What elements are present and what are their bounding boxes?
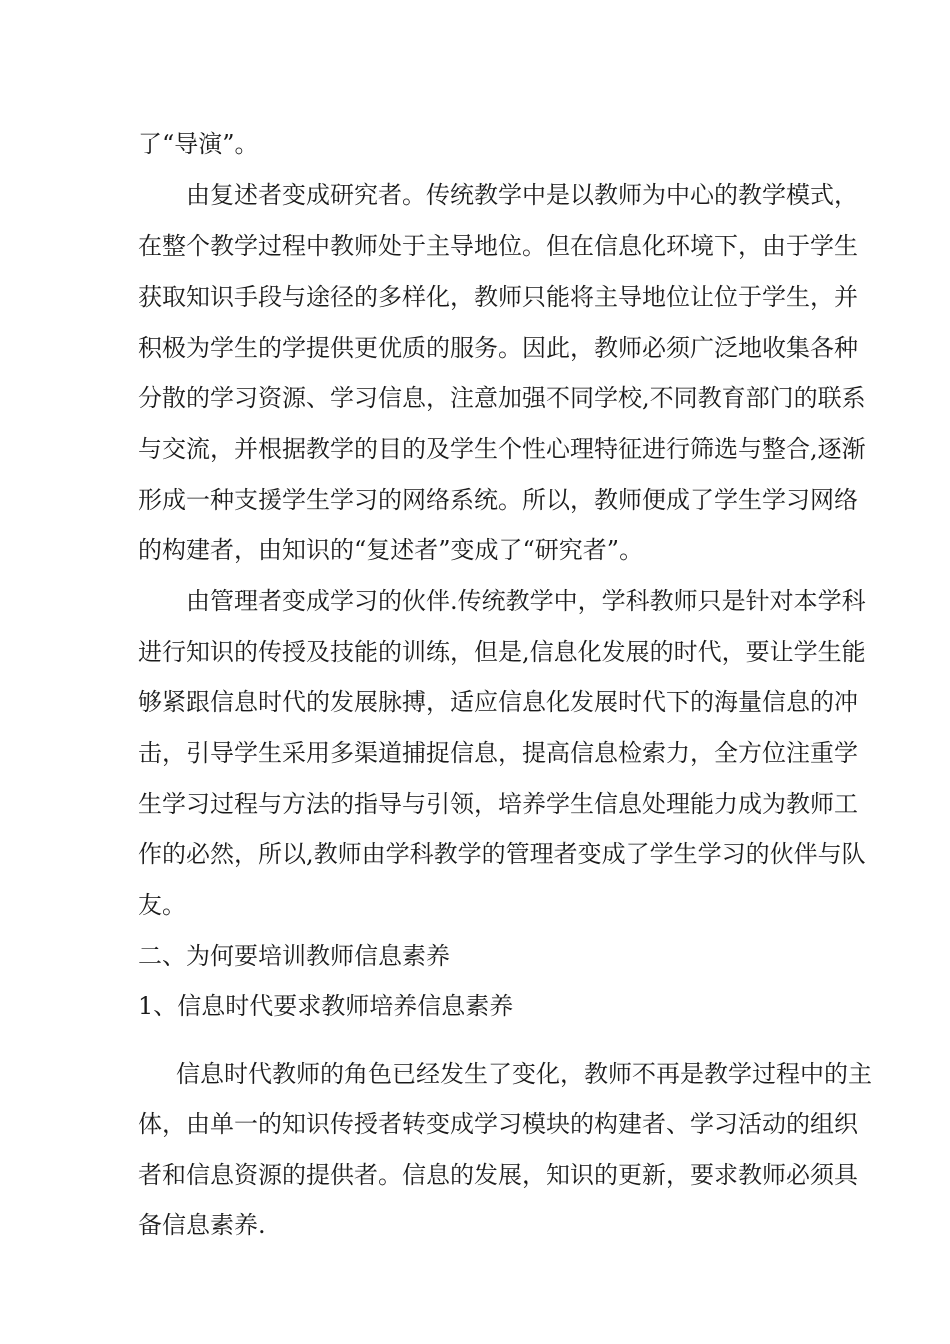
text-line: 与交流，并根据教学的目的及学生个性心理特征进行筛选与整合,逐渐: [138, 435, 866, 463]
text-line: 够紧跟信息时代的发展脉搏，适应信息化发展时代下的海量信息的冲: [138, 688, 858, 716]
text-line: 积极为学生的学提供更优质的服务。因此，教师必须广泛地收集各种: [138, 334, 858, 362]
text-line: 形成一种支援学生学习的网络系统。所以，教师便成了学生学习网络: [138, 486, 858, 514]
text-line: 的构建者，由知识的“复述者”变成了“研究者”。: [138, 536, 644, 564]
text-line: 分散的学习资源、学习信息，注意加强不同学校,不同教育部门的联系: [138, 384, 866, 412]
section-heading: 二、为何要培训教师信息素养: [138, 942, 450, 970]
text-line: 者和信息资源的提供者。信息的发展，知识的更新，要求教师必须具: [138, 1161, 858, 1189]
text-line: 生学习过程与方法的指导与引领，培养学生信息处理能力成为教师工: [138, 790, 858, 818]
text-line: 击，引导学生采用多渠道捕捉信息，提高信息检索力，全方位注重学: [138, 739, 858, 767]
subsection-heading: 1、信息时代要求教师培养信息素养: [138, 992, 514, 1020]
paragraph-start-line: 信息时代教师的角色已经发生了变化，教师不再是教学过程中的主: [176, 1060, 872, 1088]
text-line: 了“导演”。: [138, 130, 259, 158]
text-line: 友。: [138, 891, 186, 919]
paragraph-start-line: 由复述者变成研究者。传统教学中是以教师为中心的教学模式，: [186, 181, 858, 209]
text-line: 获取知识手段与途径的多样化，教师只能将主导地位让位于学生，并: [138, 283, 858, 311]
text-line: 进行知识的传授及技能的训练，但是,信息化发展的时代，要让学生能: [138, 638, 866, 666]
text-line: 作的必然，所以,教师由学科教学的管理者变成了学生学习的伙伴与队: [138, 840, 866, 868]
text-line: 在整个教学过程中教师处于主导地位。但在信息化环境下，由于学生: [138, 232, 858, 260]
text-line: 备信息素养.: [138, 1211, 266, 1239]
text-line: 体，由单一的知识传授者转变成学习模块的构建者、学习活动的组织: [138, 1110, 858, 1138]
paragraph-start-line: 由管理者变成学习的伙伴.传统教学中，学科教师只是针对本学科: [186, 587, 866, 615]
